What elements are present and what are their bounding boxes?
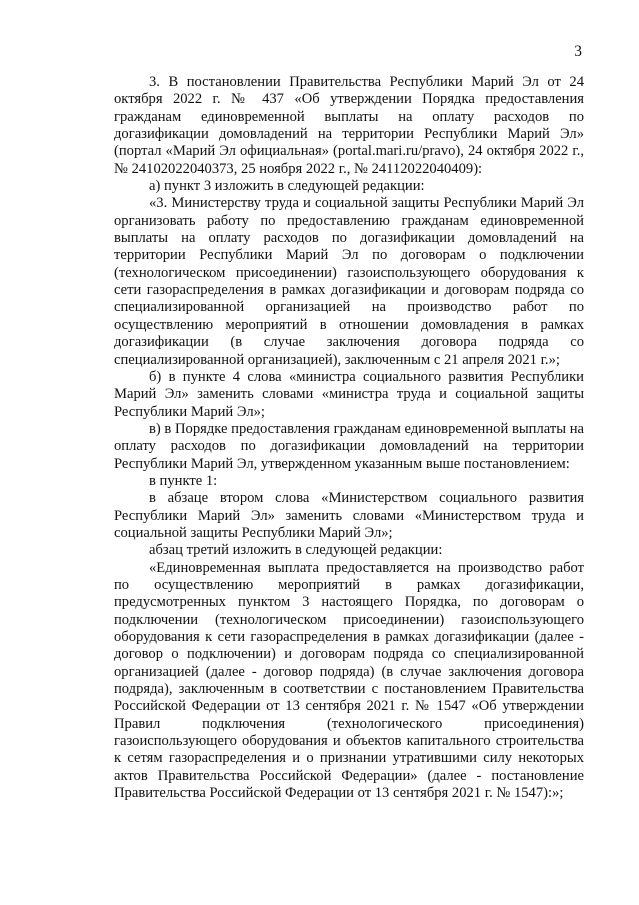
page-number: 3: [574, 43, 582, 60]
paragraph-subpoint-a: а) пункт 3 изложить в следующей редакции:: [149, 178, 425, 195]
document-body: [114, 74, 584, 802]
paragraph-third-abzac: абзац третий изложить в следующей редакции:: [149, 542, 443, 559]
paragraph-subpoint-b: б) в пункте 4 слова «министра социального развития Республики Марий Эл» заменить словами «министра труда и социальной защиты Республики Марий Эл»;: [114, 368, 584, 420]
paragraph-subpoint-v: в) в Порядке предоставления гражданам единовременной выплаты на оплату расходов по догазификации домовладений на территории Республики Марий Эл, утвержденном указанным выше постановлением:: [114, 420, 584, 472]
paragraph-second-abzac: в абзаце втором слова «Министерством социального развития Республики Марий Эл» заменить словами «Министерством труда и социальной защиты Республики Марий Эл»;: [114, 490, 584, 541]
paragraph-amendment-3: 3. В постановлении Правительства Республики Марий Эл от 24 октября 2022 г. № 437 «Об утверждении Порядка предоставления гражданам единовременной выплаты на оплату расходов по догазификации домовладений на территории Республики Марий Эл» (портал «Марий Эл официальная» (portal.mari.ru/pravo), 24 октября 2022 г., № 24102022040373, 25 ноября 2022 г., № 24112022040409):: [114, 74, 584, 177]
paragraph-in-point-1: в пункте 1:: [149, 472, 218, 489]
paragraph-point-3-text: «3. Министерству труда и социальной защиты Республики Марий Эл организовать работу по предоставлению гражданам единовременной выплаты на оплату расходов по догазификации домовладений на территории Республики Марий Эл по договорам о подключении (технологическом присоединении) газоиспользующего оборудования к сети газораспределения в рамках догазификации и договорам подряда со специализированной организацией на производство работ по осуществлению мероприятий в отношении домовладения в рамках догазификации (в случае заключения договора подряда со специализированной организацией), заключенным с 21 апреля 2021 г.»;: [114, 195, 584, 368]
paragraph-payment-text: «Единовременная выплата предоставляется на производство работ по осуществлению мероприятий в рамках догазификации, предусмотренных пунктом 3 настоящего Порядка, по договорам о подключении (технологическом присоединении) газоиспользующего оборудования к сети газораспределения в рамках догазификации (далее - договор о подключении) и договорам подряда со специализированной организацией (далее - договор подряда) (в случае заключения договора подряда), заключенным в соответствии с постановлением Правительства Российской Федерации от 13 сентября 2021 г. № 1547 «Об утверждении Правил подключения (технологического присоединения) газоиспользующего оборудования и объектов капитального строительства к сетям газораспределения и о признании утратившими силу некоторых актов Правительства Российской Федерации» (далее - постановление Правительства Российской Федерации от 13 сентября 2021 г. № 1547):»;: [114, 559, 584, 802]
